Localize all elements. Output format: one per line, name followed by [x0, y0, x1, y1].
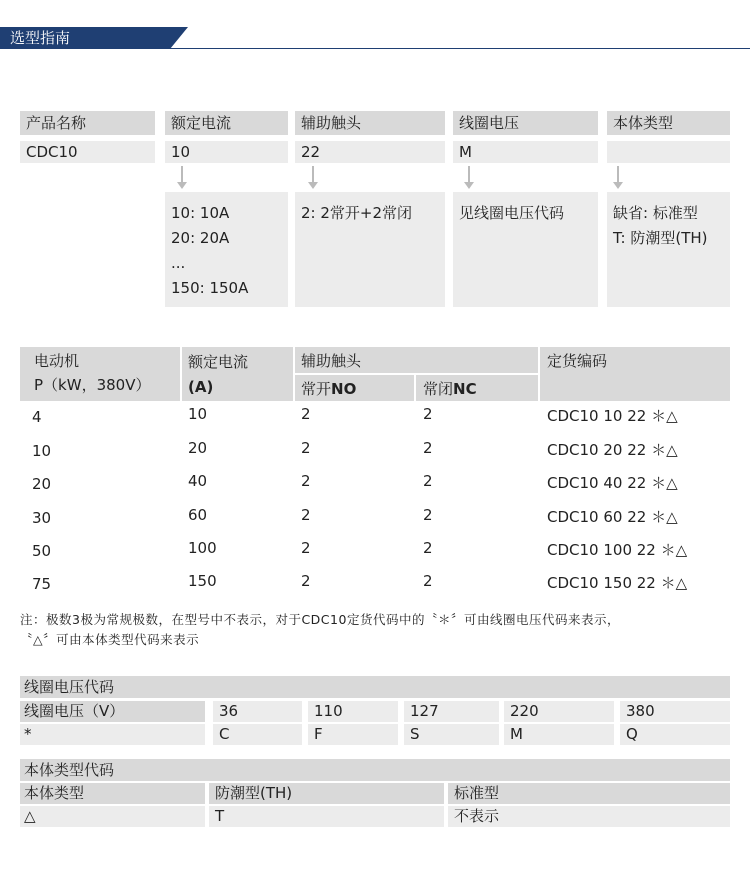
coil-code-c: C [213, 724, 302, 745]
cell-power: 10 [32, 442, 52, 460]
section-title: 选型指南 [0, 27, 170, 49]
body-header-std: 标准型 [448, 783, 730, 804]
cell-current: 100 [188, 539, 217, 557]
header-nc-code: NC [453, 380, 477, 398]
coil-voltage-220: 220 [504, 701, 614, 722]
cell-no: 2 [301, 439, 311, 457]
arrow-down-icon [312, 166, 314, 183]
value-aux-contact: 22 [295, 141, 445, 163]
cell-nc: 2 [423, 506, 433, 524]
coil-voltage-110: 110 [308, 701, 398, 722]
cell-no: 2 [301, 572, 311, 590]
desc-coil-voltage: 见线圈电压代码 [453, 192, 598, 307]
cell-nc: 2 [423, 405, 433, 423]
coil-code-s: S [404, 724, 499, 745]
coil-code-q: Q [620, 724, 730, 745]
body-header-type: 本体类型 [20, 783, 205, 804]
coil-label-code: * [20, 724, 205, 745]
label-rated-current: 额定电流 [165, 111, 288, 135]
coil-voltage-380: 380 [620, 701, 730, 722]
desc-current-line: 10: 10A [171, 204, 230, 222]
cell-nc: 2 [423, 572, 433, 590]
header-sep [538, 347, 540, 401]
cell-order: CDC10 100 22 ＊△ [547, 541, 688, 559]
cell-current: 40 [188, 472, 208, 490]
arrow-down-icon [617, 166, 619, 183]
body-code-none: 不表示 [448, 806, 730, 827]
footnote-line1: 注：极数3极为常规极数，在型号中不表示，对于CDC10定货代码中的〝＊〞可由线圈电压代码来表示， [20, 612, 620, 627]
body-code-t: T [209, 806, 444, 827]
cell-power: 50 [32, 542, 52, 560]
header-motor-line1: 电动机 [34, 352, 80, 370]
label-body-type: 本体类型 [607, 111, 730, 135]
header-current-line1: 额定电流 [188, 353, 249, 371]
header-no-code: NO [331, 380, 357, 398]
cell-order: CDC10 150 22 ＊△ [547, 574, 688, 592]
cell-power: 20 [32, 475, 52, 493]
arrow-down-icon [468, 166, 470, 183]
label-aux-contact: 辅助触头 [295, 111, 445, 135]
header-motor-line2: P（kW，380V） [34, 376, 151, 394]
cell-power: 75 [32, 575, 52, 593]
body-table-title: 本体类型代码 [20, 759, 730, 781]
label-product-name: 产品名称 [20, 111, 155, 135]
header-sep [414, 375, 416, 401]
header-current-line2: (A) [188, 378, 214, 396]
cell-order: CDC10 60 22 ＊△ [547, 508, 678, 526]
header-sep [180, 347, 182, 401]
cell-no: 2 [301, 405, 311, 423]
cell-no: 2 [301, 506, 311, 524]
desc-body-type [607, 192, 730, 307]
header-order-code: 定货编码 [547, 352, 608, 370]
coil-label-voltage: 线圈电压（V） [20, 701, 205, 722]
header-divider [0, 48, 750, 49]
arrow-down-icon [181, 166, 183, 183]
cell-order: CDC10 40 22 ＊△ [547, 474, 678, 492]
value-rated-current: 10 [165, 141, 288, 163]
desc-body-line: 缺省: 标准型 [613, 204, 698, 222]
footnote [20, 610, 745, 650]
coil-voltage-127: 127 [404, 701, 499, 722]
desc-current-line: 150: 150A [171, 279, 249, 297]
header-no-prefix: 常开 [301, 380, 332, 398]
cell-order: CDC10 20 22 ＊△ [547, 441, 678, 459]
header-nc [423, 378, 477, 399]
cell-no: 2 [301, 472, 311, 490]
coil-code-f: F [308, 724, 398, 745]
desc-body-line: T: 防潮型(TH) [613, 229, 708, 247]
coil-voltage-36: 36 [213, 701, 302, 722]
cell-power: 4 [32, 408, 42, 426]
cell-nc: 2 [423, 539, 433, 557]
footnote-line2: 〝△〞可由本体类型代码来表示 [20, 632, 200, 647]
value-product-name: CDC10 [20, 141, 155, 163]
cell-nc: 2 [423, 439, 433, 457]
coil-table-title: 线圈电压代码 [20, 676, 730, 698]
coil-code-m: M [504, 724, 614, 745]
cell-current: 60 [188, 506, 208, 524]
cell-power: 30 [32, 509, 52, 527]
header-aux: 辅助触头 [301, 352, 362, 370]
cell-order: CDC10 10 22 ＊△ [547, 407, 678, 425]
desc-current-line: 20: 20A [171, 229, 230, 247]
header-no [301, 378, 356, 399]
cell-no: 2 [301, 539, 311, 557]
cell-nc: 2 [423, 472, 433, 490]
desc-current-line: ... [171, 254, 186, 272]
header-sep [295, 373, 538, 375]
desc-rated-current [165, 192, 288, 307]
body-code-symbol: △ [20, 806, 205, 827]
value-body-type [607, 141, 730, 163]
desc-aux-contact: 2: 2常开+2常闭 [295, 192, 445, 307]
body-header-th: 防潮型(TH) [209, 783, 444, 804]
cell-current: 150 [188, 572, 217, 590]
header-nc-prefix: 常闭 [423, 380, 454, 398]
cell-current: 20 [188, 439, 208, 457]
cell-current: 10 [188, 405, 208, 423]
value-coil-voltage: M [453, 141, 598, 163]
label-coil-voltage: 线圈电压 [453, 111, 598, 135]
